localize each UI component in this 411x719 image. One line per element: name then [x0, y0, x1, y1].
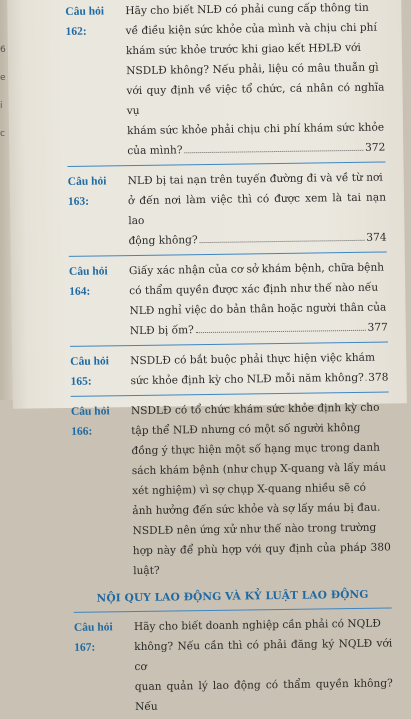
page-number: 378	[368, 367, 389, 387]
question-text: NSDLĐ có tổ chức khám sức khỏe định kỳ cho tập thể NLĐ nhưng có một số người không đồng ý thực hiện một số hạng mục trong danh sách khám bệnh (như chụp X-quang và lấy máu xét nghiệm) vì sợ chụp X-quang nhiều sẽ có ảnh hưởng đến sức khỏe và sợ lấy máu bị đau. NSDLĐ nên ứng xử như thế nào trong trường hợp này để phù hợp với quy định của pháp luật? 380	[131, 397, 391, 581]
divider	[68, 162, 386, 167]
toc-entry-163[interactable]	[68, 168, 387, 252]
page-number: 380	[370, 537, 391, 557]
toc-entry-162[interactable]	[65, 0, 385, 162]
table-of-contents	[65, 0, 393, 718]
toc-entry-164[interactable]	[69, 257, 388, 341]
previous-page-marks: 6 e i c	[0, 36, 12, 156]
question-label: Câu hỏi 164:	[69, 261, 130, 342]
section-title: NỘI QUY LAO ĐỘNG VÀ KỶ LUẬT LAO ĐỘNG	[73, 585, 391, 607]
toc-entry-167[interactable]	[74, 613, 393, 717]
question-text: NLĐ bị tai nạn trên tuyến đường đi và về từ nơi ở đến nơi làm việc thì có được xem là tai nạn lao động không? 374	[128, 168, 387, 252]
page-number: 374	[366, 227, 387, 247]
toc-entry-165[interactable]	[70, 347, 389, 391]
divider	[69, 251, 387, 256]
question-label: Câu hỏi 167:	[74, 617, 135, 718]
question-text: Giấy xác nhận của cơ sở khám bệnh, chữa bệnh có thẩm quyền được xác định như thế nào nếu NLĐ nghỉ việc do bản thân hoặc người thân của NLĐ bị ốm? 377	[129, 257, 388, 341]
question-text: Hãy cho biết doanh nghiệp cần phải có NQLĐ không? Nếu cần thì có phải đăng ký NQLĐ với cơ quan quản lý lao động có thẩm quyền không? Nếu	[134, 613, 393, 717]
question-text: NSDLĐ có bắt buộc phải thực hiện việc khám sức khỏe định kỳ cho NLĐ mỗi năm không? 378	[130, 347, 389, 391]
divider	[74, 607, 392, 612]
page-number: 377	[367, 317, 388, 337]
page-number: 372	[365, 138, 386, 158]
book-page	[7, 0, 407, 409]
question-text: Hãy cho biết NLĐ có phải cung cấp thông tin về điều kiện sức khỏe của mình và chịu chi phí khám sức khỏe trước khi giao kết HĐLĐ với NSDLĐ không? Nếu phải, liệu có mâu thuẫn gì với quy định về việc tổ chức, cá nhân có nghĩa vụ khám sức khỏe phải chịu chi phí khám sức khỏe của mình? 372	[125, 0, 385, 161]
question-label: Câu hỏi 165:	[70, 351, 131, 392]
question-label: Câu hỏi 166:	[71, 401, 134, 582]
leader-dots	[185, 150, 364, 153]
divider	[71, 391, 389, 396]
question-label: Câu hỏi 163:	[68, 171, 129, 252]
leader-dots	[196, 330, 366, 333]
leader-dots	[366, 380, 367, 381]
question-label: Câu hỏi 162:	[65, 1, 127, 162]
toc-entry-166[interactable]	[71, 397, 391, 581]
divider	[70, 341, 388, 346]
leader-dots	[200, 240, 365, 243]
